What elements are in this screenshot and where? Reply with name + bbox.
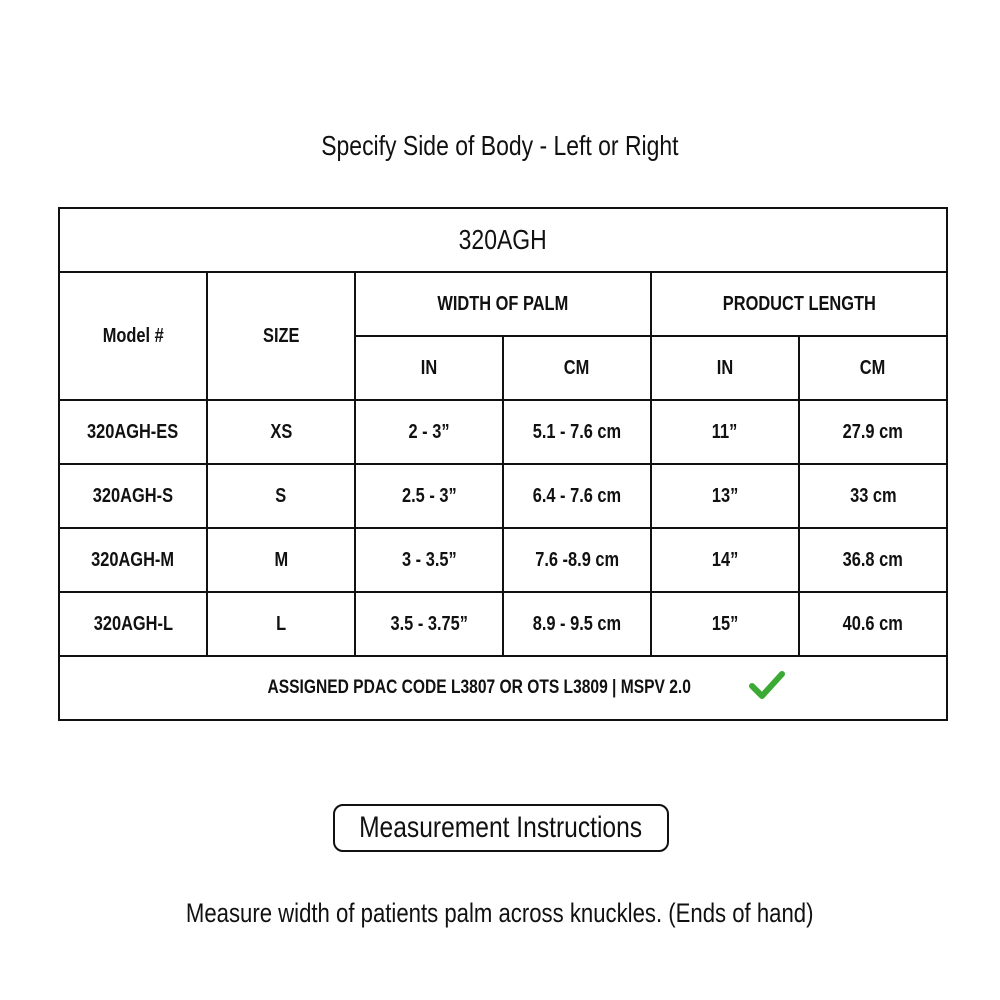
cell-width-in: 3 - 3.5”	[355, 528, 503, 592]
cell-model: 320AGH-S	[59, 464, 207, 528]
table-header-row	[59, 272, 947, 336]
measurement-instructions-text	[0, 898, 1000, 929]
cell-length-in: 13”	[651, 464, 799, 528]
side-of-body-text: Specify Side of Body - Left or Right	[321, 130, 679, 161]
cell-length-cm: 27.9 cm	[799, 400, 947, 464]
cell-width-cm: 5.1 - 7.6 cm	[503, 400, 651, 464]
size-chart-table	[58, 207, 948, 721]
table-row	[59, 400, 947, 464]
cell-length-cm: 36.8 cm	[799, 528, 947, 592]
table-title-row	[59, 208, 947, 272]
header-product-length: PRODUCT LENGTH	[651, 272, 947, 336]
cell-model: 320AGH-M	[59, 528, 207, 592]
header-size: SIZE	[207, 272, 355, 400]
table-footer-row	[59, 656, 947, 720]
cell-width-cm: 6.4 - 7.6 cm	[503, 464, 651, 528]
checkmark-icon	[749, 669, 785, 707]
header-length-cm: CM	[799, 336, 947, 400]
header-model: Model #	[59, 272, 207, 400]
cell-width-in: 2 - 3”	[355, 400, 503, 464]
cell-size: L	[207, 592, 355, 656]
header-width-cm: CM	[503, 336, 651, 400]
measurement-heading-text: Measurement Instructions	[359, 811, 643, 844]
cell-length-cm: 33 cm	[799, 464, 947, 528]
table-title: 320AGH	[59, 208, 947, 272]
table-row	[59, 592, 947, 656]
pdac-code-text: ASSIGNED PDAC CODE L3807 OR OTS L3809 | MSPV 2.0	[267, 677, 692, 699]
measurement-body-text: Measure width of patients palm across knuckles. (Ends of hand)	[186, 898, 814, 928]
cell-width-cm: 7.6 -8.9 cm	[503, 528, 651, 592]
table-row	[59, 464, 947, 528]
measurement-instructions-heading	[333, 804, 669, 852]
side-of-body-instruction	[0, 130, 1000, 162]
table-row	[59, 528, 947, 592]
cell-width-in: 2.5 - 3”	[355, 464, 503, 528]
cell-model: 320AGH-L	[59, 592, 207, 656]
header-width-of-palm: WIDTH OF PALM	[355, 272, 651, 336]
cell-size: XS	[207, 400, 355, 464]
cell-size: S	[207, 464, 355, 528]
pdac-code-note	[59, 656, 947, 720]
header-width-in: IN	[355, 336, 503, 400]
cell-model: 320AGH-ES	[59, 400, 207, 464]
cell-width-in: 3.5 - 3.75”	[355, 592, 503, 656]
header-length-in: IN	[651, 336, 799, 400]
cell-size: M	[207, 528, 355, 592]
cell-length-in: 14”	[651, 528, 799, 592]
cell-length-cm: 40.6 cm	[799, 592, 947, 656]
cell-length-in: 15”	[651, 592, 799, 656]
cell-length-in: 11”	[651, 400, 799, 464]
cell-width-cm: 8.9 - 9.5 cm	[503, 592, 651, 656]
